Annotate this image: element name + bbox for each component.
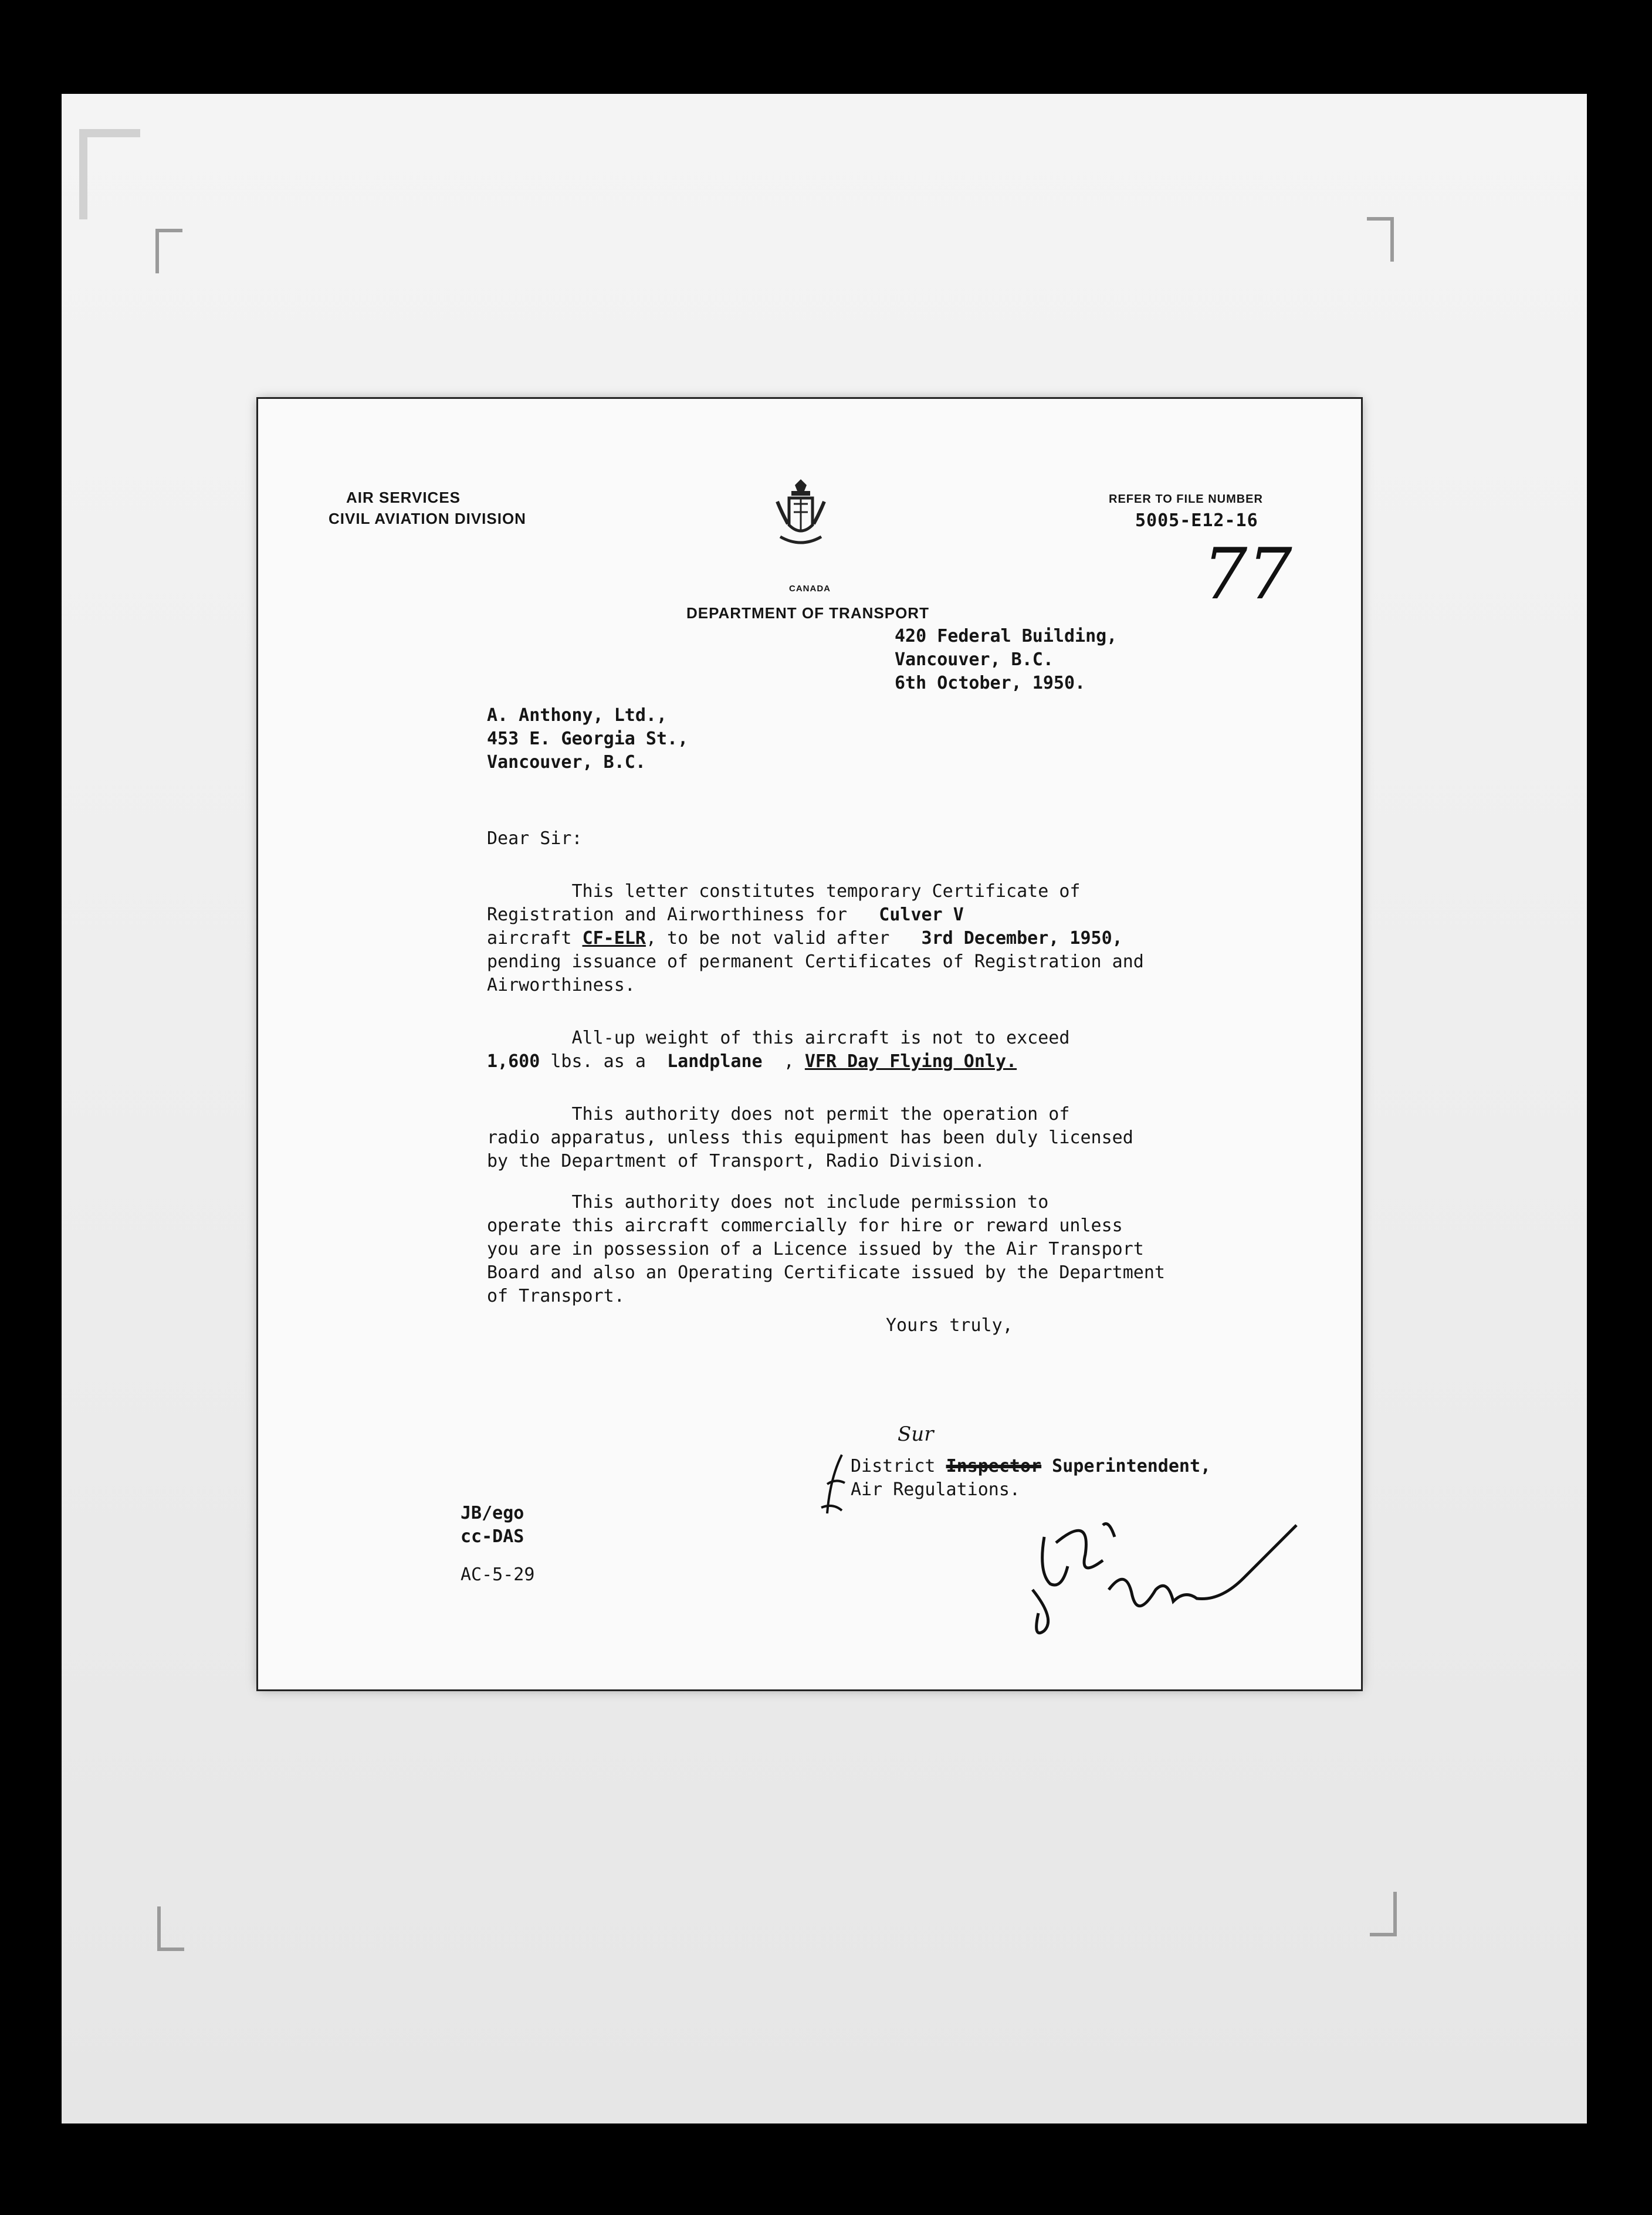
country-label: CANADA [789, 584, 831, 594]
reference-initials [461, 1502, 524, 1549]
file-number: 5005-E12-16 [1135, 510, 1258, 531]
flying-rules: VFR Day Flying Only. [804, 1051, 1017, 1072]
p1-line-4: pending issuance of permanent Certificates of Registration and [487, 951, 1144, 972]
handwritten-number [1191, 534, 1332, 610]
department-title: DEPARTMENT OF TRANSPORT [686, 604, 929, 622]
paragraph-1 [487, 880, 1144, 997]
recipient-line-3: Vancouver, B.C. [487, 752, 646, 773]
p4-line-4: Board and also an Operating Certificate issued by the Department [487, 1262, 1165, 1283]
crop-mark-bottom-left [157, 1906, 184, 1951]
sender-address-line-1: 420 Federal Building, [895, 626, 1118, 646]
sender-address-line-2: Vancouver, B.C. [895, 649, 1054, 670]
paragraph-2 [487, 1027, 1069, 1073]
p3-line-3: by the Department of Transport, Radio Division. [487, 1151, 985, 1171]
form-number: AC-5-29 [461, 1564, 535, 1585]
title-prefix: District [851, 1456, 946, 1476]
refer-label: REFER TO FILE NUMBER [1109, 493, 1263, 506]
signatory-title-line-2: Air Regulations. [851, 1479, 1020, 1500]
signature [1021, 1502, 1302, 1642]
paragraph-4 [487, 1191, 1165, 1308]
p3-line-2: radio apparatus, unless this equipment has been duly licensed [487, 1127, 1133, 1148]
sender-address [895, 625, 1117, 695]
crop-mark-top-left [155, 229, 182, 273]
p4-line-1: This authority does not include permission to [487, 1192, 1049, 1213]
handwritten-number-text: 77 [1203, 534, 1292, 610]
p4-line-5: of Transport. [487, 1286, 625, 1306]
letter-page [258, 399, 1361, 1689]
recipient-address [487, 704, 688, 774]
paragraph-3 [487, 1103, 1133, 1173]
crop-mark-bottom-right [1370, 1892, 1397, 1936]
p1-line-2-text: Registration and Airworthiness for [487, 905, 879, 925]
p1-line-1: This letter constitutes temporary Certificate of [487, 881, 1081, 902]
recipient-line-2: 453 E. Georgia St., [487, 729, 689, 749]
salutation: Dear Sir: [487, 828, 583, 849]
aircraft-type: Culver V [879, 905, 964, 925]
title-struck-word: Inspector [946, 1456, 1042, 1476]
agency-line-1: AIR SERVICES [346, 489, 461, 506]
p3-line-1: This authority does not permit the operation of [487, 1104, 1070, 1125]
title-suffix: Superintendent, [1041, 1456, 1211, 1476]
p2-line-2 [487, 1050, 1069, 1073]
valediction: Yours truly, [886, 1315, 1013, 1336]
signatory-title [851, 1455, 1211, 1502]
p1-line-3 [487, 927, 1144, 950]
carbon-copy: cc-DAS [461, 1526, 524, 1547]
handwritten-insert: Sur [898, 1423, 934, 1446]
film-corner-mark [79, 129, 140, 219]
p1-line-3-text-b: , to be not valid after [645, 928, 922, 949]
aircraft-registration: CF-ELR [582, 928, 646, 949]
coat-of-arms-icon [771, 478, 830, 554]
p4-line-3: you are in possession of a Licence issued by the Air Transport [487, 1239, 1144, 1259]
recipient-line-1: A. Anthony, Ltd., [487, 705, 668, 726]
letter-date: 6th October, 1950. [895, 673, 1086, 693]
p1-line-3-text: aircraft [487, 928, 583, 949]
aircraft-config: Landplane [667, 1051, 763, 1072]
p1-line-2 [487, 903, 1144, 927]
typist-initials: JB/ego [461, 1503, 524, 1523]
p2-line-1: All-up weight of this aircraft is not to exceed [487, 1028, 1070, 1048]
max-weight: 1,600 [487, 1051, 540, 1072]
agency-line-2: CIVIL AVIATION DIVISION [329, 510, 526, 527]
p2-line-2-sep: , [762, 1051, 805, 1072]
p4-line-2: operate this aircraft commercially for hire or reward unless [487, 1215, 1123, 1236]
p2-line-2-text: lbs. as a [540, 1051, 668, 1072]
crop-mark-top-right [1367, 217, 1394, 262]
p1-line-5: Airworthiness. [487, 975, 635, 995]
valid-until-date: 3rd December, 1950, [921, 928, 1123, 949]
agency-block [329, 487, 526, 529]
signatory-title-line-1 [851, 1455, 1211, 1478]
